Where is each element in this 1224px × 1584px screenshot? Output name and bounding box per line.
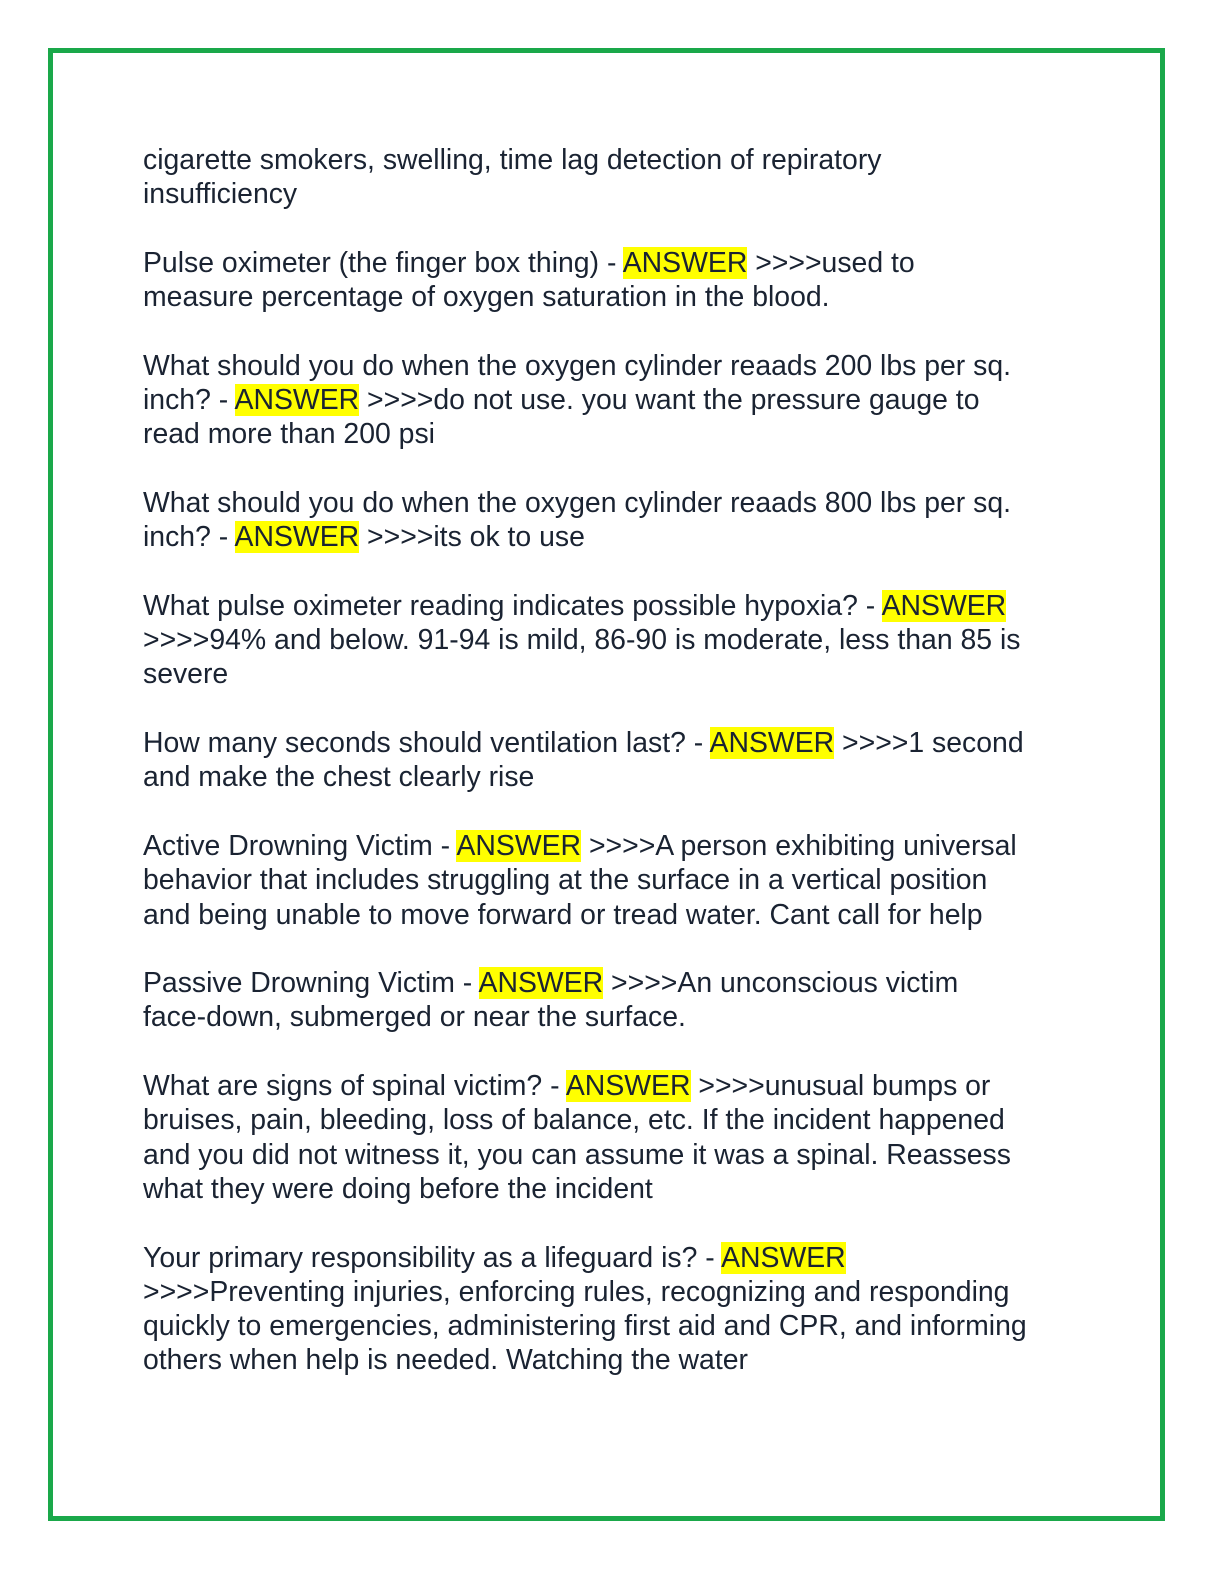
question-text: Your primary responsibility as a lifeguard is? - bbox=[143, 1241, 722, 1274]
answer-highlight: ANSWER bbox=[721, 1241, 846, 1274]
question-text: Active Drowning Victim - bbox=[143, 829, 457, 862]
answer-text: >>>>do not use. you want the pressure gauge to read more than 200 psi bbox=[143, 384, 980, 451]
qa-passive-drowning bbox=[143, 966, 1083, 1035]
qa-spinal-victim bbox=[143, 1069, 1083, 1206]
answer-highlight: ANSWER bbox=[456, 829, 582, 862]
qa-active-drowning bbox=[143, 829, 1083, 932]
qa-pulse-oximeter bbox=[143, 246, 1083, 315]
qa-ventilation bbox=[143, 726, 1083, 795]
question-text: What should you do when the oxygen cylinder reaads 200 lbs per sq. inch? - bbox=[143, 349, 1012, 417]
question-text: What are signs of spinal victim? - bbox=[143, 1070, 566, 1103]
answer-highlight: ANSWER bbox=[709, 727, 835, 760]
question-text: What pulse oximeter reading indicates possible hypoxia? - bbox=[143, 589, 882, 622]
answer-text: >>>>used to measure percentage of oxygen saturation in the blood. bbox=[143, 246, 915, 314]
qa-cylinder-800 bbox=[143, 486, 1083, 555]
answer-highlight: ANSWER bbox=[622, 246, 748, 279]
answer-text: >>>>An unconscious victim face-down, submerged or near the surface. bbox=[143, 967, 959, 1034]
answer-highlight: ANSWER bbox=[565, 1070, 691, 1103]
answer-highlight: ANSWER bbox=[881, 589, 1007, 622]
answer-text: >>>>94% and below. 91-94 is mild, 86-90 is moderate, less than 85 is severe bbox=[143, 624, 1021, 691]
intro-paragraph: cigarette smokers, swelling, time lag detection of repiratory insufficiency bbox=[143, 144, 882, 211]
answer-text: >>>>A person exhibiting universal behavior that includes struggling at the surface in a vertical position and being unable to move forward or tread water. Cant call for help bbox=[143, 829, 1017, 931]
answer-text: >>>>Preventing injuries, enforcing rules, recognizing and responding quickly to emergencies, administering first aid and CPR, and informing others when help is needed. Watching the water bbox=[143, 1275, 1027, 1377]
answer-highlight: ANSWER bbox=[478, 967, 604, 1000]
question-text: Passive Drowning Victim - bbox=[143, 967, 479, 1000]
question-text: What should you do when the oxygen cylinder reaads 800 lbs per sq. inch? - bbox=[143, 486, 1012, 554]
qa-cylinder-200 bbox=[143, 349, 1083, 452]
document-body bbox=[143, 143, 1083, 1412]
question-text: Pulse oximeter (the finger box thing) - bbox=[143, 246, 623, 279]
answer-text: >>>>1 second and make the chest clearly rise bbox=[143, 727, 1024, 794]
answer-highlight: ANSWER bbox=[234, 384, 360, 417]
answer-highlight: ANSWER bbox=[234, 521, 360, 554]
question-text: How many seconds should ventilation last? - bbox=[143, 727, 710, 760]
answer-text: >>>>its ok to use bbox=[359, 521, 585, 554]
answer-text: >>>>unusual bumps or bruises, pain, bleeding, loss of balance, etc. If the incident happened and you did not witness it, you can assume it was a spinal. Reassess what they were doing before the incident bbox=[143, 1070, 1011, 1205]
qa-hypoxia bbox=[143, 589, 1083, 692]
qa-primary-responsibility bbox=[143, 1241, 1083, 1378]
